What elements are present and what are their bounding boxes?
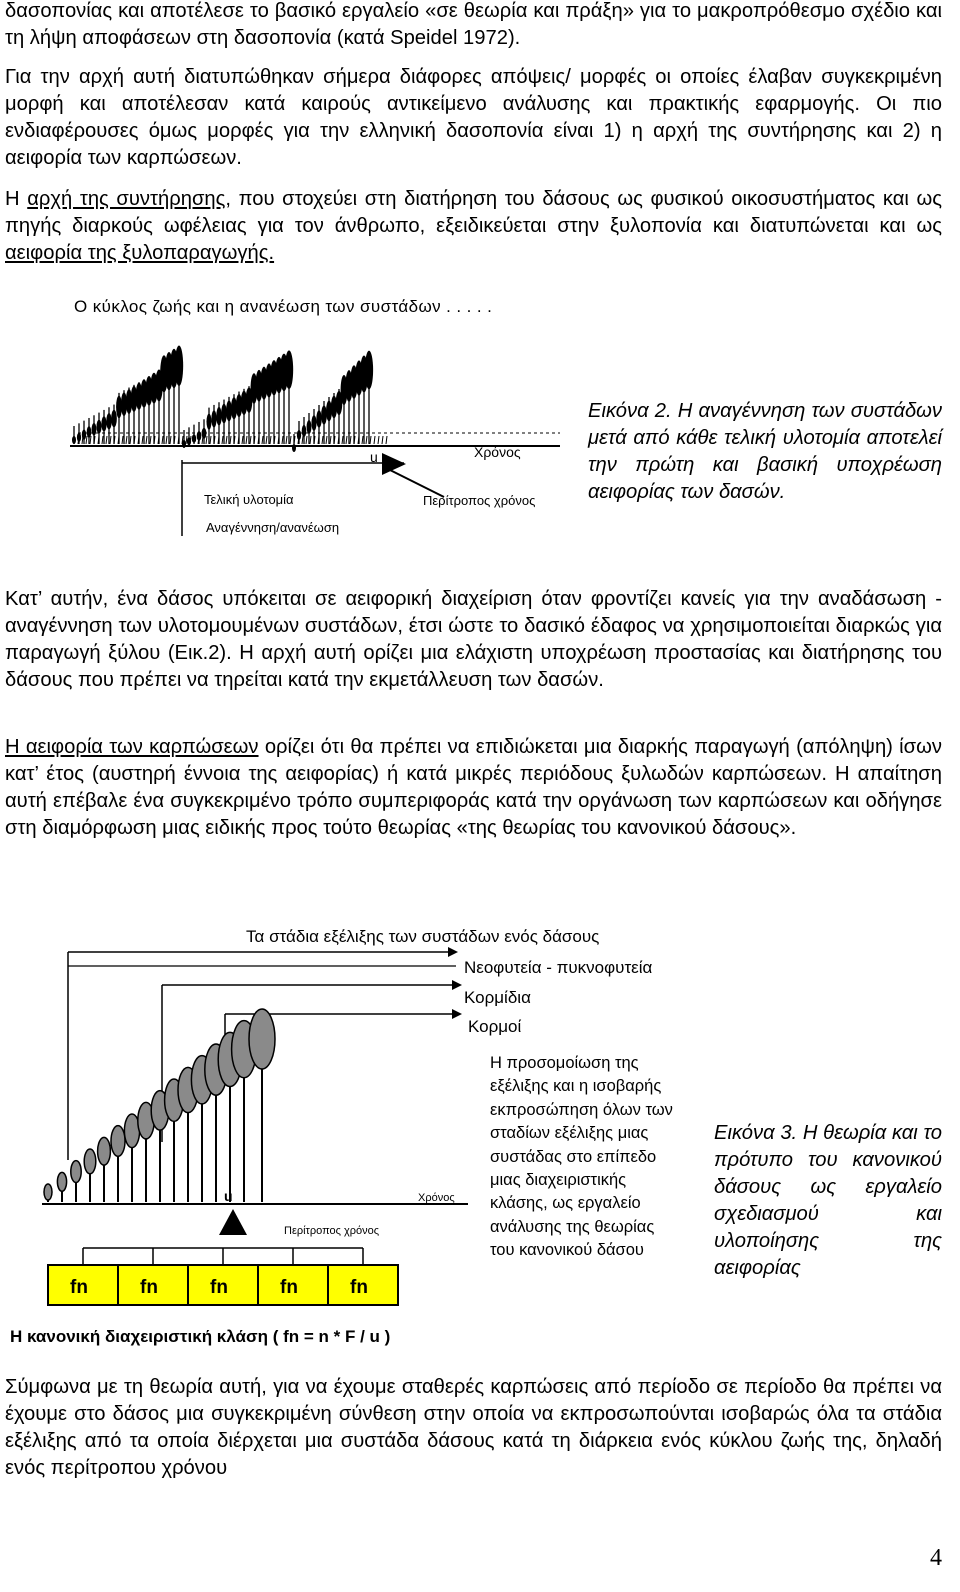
figure-2-regen-label: Αναγέννηση/ανανέωση (206, 520, 340, 535)
fig2-grass (246, 436, 247, 444)
conservation-principle-term: αρχή της συντήρησης (27, 188, 226, 210)
fig2-grass (346, 436, 347, 444)
fig2-grass (270, 436, 271, 444)
fig2-tree-crown (311, 415, 316, 430)
fig2-grass (110, 436, 111, 444)
fig2-grass (310, 436, 311, 444)
fig2-grass (222, 436, 223, 444)
fig2-grass (386, 436, 387, 444)
paragraph-5 (5, 734, 942, 842)
figure-3-stage-3-label: Κορμοί (468, 1017, 522, 1036)
figure-3-rotation-arrow (219, 1209, 247, 1235)
fig2-grass (102, 436, 103, 444)
fig2-grass (146, 436, 147, 444)
fig2-grass (362, 436, 363, 444)
figure-2-caption: Εικόνα 2. Η αναγέννηση των συστάδων μετά από κάθε τελική υλοτομία αποτελεί την πρώτη και βασική υποχρέωση αειφορίας των δασών. (588, 400, 942, 503)
fig2-grass (106, 436, 107, 444)
figure-2-final-cut-label: Τελική υλοτομία (204, 492, 294, 507)
fig2-tree-crown (221, 404, 227, 424)
fig2-grass (322, 436, 323, 444)
fig2-grass (266, 436, 267, 444)
fig2-tree-crown (96, 420, 101, 434)
fig3-class-box-label: fn (350, 1277, 368, 1298)
figure-3-stage-2-label: Κορμίδια (464, 988, 531, 1007)
page-number: 4 (930, 1545, 942, 1571)
fig2-grass (290, 436, 291, 444)
figure-3-side-note: Η προσομοίωση της εξέλιξης και η ισοβαρής εκπροσώπηση όλων των σταδίων εξέλιξης μιας συστάδας στο επίπεδο μιας διαχειριστικής κλάσης, ως εργαλείο ανάλυσης της θεωρίας του κανονικού δάσου (490, 1054, 673, 1260)
fig3-tree-crown (71, 1161, 81, 1183)
fig2-tree-crown (175, 345, 183, 386)
fig2-tree-crown (285, 350, 293, 389)
fig2-grass (150, 436, 151, 444)
fig2-grass (206, 436, 207, 444)
fig3-tree-crown (98, 1137, 111, 1165)
fig2-grass (302, 436, 303, 444)
figure-2-rotation-label: Περίτροπος χρόνος (423, 493, 536, 508)
fig2-grass (370, 436, 371, 444)
fig2-grass (326, 436, 327, 444)
paragraph-2: Για την αρχή αυτή διατυπώθηκαν σήμερα διάφορες απόψεις/ μορφές οι οποίες έλαβαν συγκεκριμένη μορφή και αποτέλεσαν κατά καιρούς αντικείμενο ανάλυσης και πρακτικής εφαρμογής. Οι πιο ενδιαφέρουσες όμως μορφές για την ελληνική δασοπονία είναι 1) η αρχή της συντήρησης και 2) η αειφορία των καρπώσεων. (5, 66, 942, 169)
fig2-grass (226, 436, 227, 444)
fig2-grass (262, 436, 263, 444)
fig2-grass (90, 436, 91, 444)
figure-2-title: Ο κύκλος ζωής και η ανανέωση των συστάδων . . . . . (74, 297, 493, 316)
fig2-grass (286, 436, 287, 444)
figure-2-trees (72, 345, 387, 452)
figure-3-stage-1-arrow (448, 947, 458, 957)
fig2-grass (126, 436, 127, 444)
figure-3-caption: Εικόνα 3. Η θεωρία και το πρότυπο του κανονικού δάσους ως εργαλείο σχεδιασμού και υλοποίησης της αειφορίας (714, 1122, 942, 1279)
paragraph-3 (5, 186, 942, 267)
fig3-tree-crown (249, 1009, 275, 1069)
figure-3-time-label: Χρόνος (418, 1192, 455, 1204)
figure-3-stage-2-arrow (452, 980, 462, 990)
fig3-tree-crown (84, 1149, 96, 1174)
fig2-grass (342, 436, 343, 444)
fig2-grass (378, 436, 379, 444)
fig2-grass (242, 436, 243, 444)
fig2-grass (86, 436, 87, 444)
paragraph-4: Κατ’ αυτήν, ένα δάσος υπόκειται σε αειφορική διαχείριση όταν φροντίζει κανείς για την αναδάσωση - αναγέννηση των υλοτομουμένων συστάδων, έτσι ώστε το δασικό έδαφος να χρησιμοποιείται διαρκώς για παραγωγή ξύλου (Εικ.2). Η αρχή αυτή ορίζει μια ελάχιστη υποχρέωση προστασίας και διατήρησης του δάσους που πρέπει να τηρείται κατά την εκμετάλλευση των δασών. (5, 588, 942, 691)
figure-3-class-boxes (48, 1248, 398, 1305)
figure-2-diagram (60, 290, 560, 540)
fig2-grass (202, 436, 203, 444)
paragraph-5-text: ορίζει ότι θα πρέπει να επιδιώκεται μια διαρκής παραγωγή (απόληψη) ίσων κατ’ έτος (αυστηρή έννοια της αειφορίας) ή κατά μικρές περιόδους ξυλωδών καρπώσεων. Η απαίτηση αυτή επέβαλε ένα συγκεκριμένο τρόπο συμπεριφοράς κατά την οργάνωση των καρπώσεων και οδήγησε στη διαμόρφωση μιας ειδικής προς τούτο θεωρίας «της θεωρίας του κανονικού δάσους». (5, 736, 942, 839)
harvest-sustainability-term: Η αειφορία των καρπώσεων (5, 736, 259, 758)
fig2-tree-crown (302, 425, 307, 437)
figure-3-trees (44, 1009, 275, 1202)
fig2-tree-crown (72, 436, 76, 444)
fig2-tree-crown (211, 410, 216, 427)
fig2-tree-crown (216, 407, 221, 425)
figure-3-stage-1-label: Νεοφυτεία - πυκνοφυτεία (464, 958, 653, 977)
fig3-tree-crown (44, 1184, 52, 1200)
fig2-grass (230, 436, 231, 444)
fig3-class-box-label: fn (280, 1277, 298, 1298)
fig2-tree-crown (307, 420, 312, 434)
fig2-grass (210, 436, 211, 444)
fig2-tree-crown (365, 351, 373, 390)
fig2-grass (162, 436, 163, 444)
fig2-tree-crown (316, 410, 321, 427)
fig2-grass (130, 436, 131, 444)
paragraph-6: Σύμφωνα με τη θεωρία αυτή, για να έχουμε σταθερές καρπώσεις από περίοδο σε περίοδο θα πρέπει να έχουμε στο δάσος μια συγκεκριμένη σύνθεση στην οποία να εκπροσωπούνται ισοβαρώς όλα τα στάδια εξέλιξης από τα οποία διέρχεται μια συστάδα δάσους κατά τη διάρκεια ενός κύκλου ζωής της, δηλαδή ενός περίτροπου χρόνου (5, 1376, 942, 1479)
paragraph-3-text-a: Η (5, 188, 28, 210)
figure-2-u-label: u (370, 449, 378, 465)
paragraph-1: δασοπονίας και αποτέλεσε το βασικό εργαλείο «σε θεωρία και πράξη» για το μακροπρόθεσμο σχέδιο και τη λήψη αποφάσεων στη δασοπονία (κατά Speidel 1972). (5, 0, 942, 49)
fig2-tree-crown (106, 413, 111, 429)
fig2-grass (350, 436, 351, 444)
figure-3-title: Τα στάδια εξέλιξης των συστάδων ενός δάσους (246, 927, 600, 946)
figure-3-diagram (0, 912, 700, 1362)
figure-3-bottom-label: Η κανονική διαχειριστική κλάση ( fn = n * F / u ) (10, 1327, 391, 1346)
figure-3-u-label: u (224, 1188, 233, 1204)
fig2-grass (250, 436, 251, 444)
figure-3-rotation-label: Περίτροπος χρόνος (284, 1225, 380, 1237)
fig2-grass (374, 436, 375, 444)
paragraph-3-text-b: , που στοχεύει στη διατήρηση του δάσους ως φυσικού οικοσυστήματος και ως πηγής διαρκούς ωφέλειας για τον άνθρωπο, εξειδικεύεται στην ξυλοπονία και διατυπώνεται και ως (5, 188, 942, 237)
fig3-class-box-label: fn (210, 1277, 228, 1298)
fig3-class-box-label: fn (70, 1277, 88, 1298)
figure-3-stage-3-arrow (452, 1009, 462, 1019)
fig2-grass (282, 436, 283, 444)
fig3-class-box-label: fn (140, 1277, 158, 1298)
fig2-grass (330, 436, 331, 444)
fig2-tree-crown (226, 401, 232, 422)
fig3-tree-crown (111, 1126, 125, 1157)
figure-3-side-note-box (490, 1052, 690, 1360)
fig2-tree-crown (92, 423, 97, 436)
fig2-grass (142, 436, 143, 444)
figure-2-time-label: Χρόνος (474, 444, 521, 460)
fig2-grass (366, 436, 367, 444)
fig2-grass (122, 436, 123, 444)
fig2-tree-crown (111, 410, 117, 427)
fig3-tree-crown (57, 1172, 66, 1191)
wood-production-sustainability-term: αειφορία της ξυλοπαραγωγής. (5, 242, 275, 264)
fig2-grass (306, 436, 307, 444)
fig2-grass (186, 436, 187, 444)
fig2-tree-crown (206, 414, 211, 430)
fig2-tree-crown (101, 416, 106, 431)
fig2-grass (166, 436, 167, 444)
fig2-tree-crown (321, 406, 327, 425)
fig2-grass (382, 436, 383, 444)
fig2-grass (170, 436, 171, 444)
